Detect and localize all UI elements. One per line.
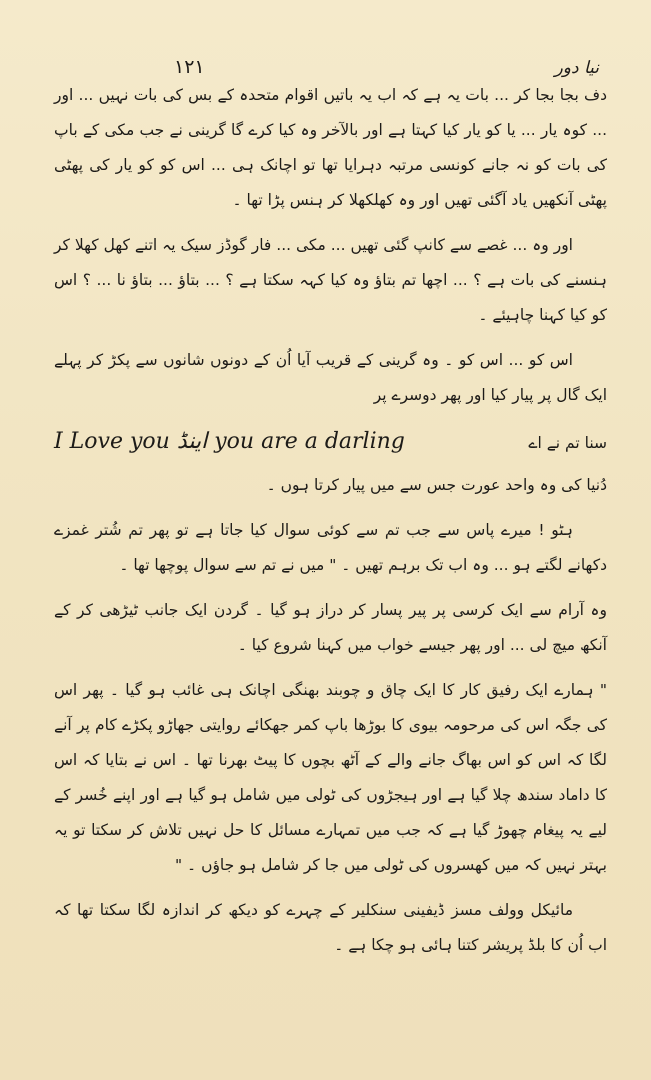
- paragraph-2: اور وہ ... غصے سے کانپ گئی تھیں ... مکی ... فار گوڈز سیک یہ اتنے کھل کھلا کر ہنسنے کی بات ہے ؟ ... اچھا تم بتاؤ وہ کیا کہہ سکتا ہے ؟ ... بتاؤ ... بتاؤ نا ... ؟ اس کو کیا کہنا چاہیئے ۔: [54, 236, 607, 324]
- paragraph-6: وہ آرام سے ایک کرسی پر پیر پسار کر دراز ہو گیا ۔ گردن ایک جانب ٹیڑھی کر کے آنکھ میچ لی ... اور پھر جیسے خواب میں کہنا شروع کیا ۔: [54, 601, 607, 654]
- paragraph-7: " ہمارے ایک رفیق کار کا ایک چاق و چوبند بھنگی اچانک ہی غائب ہو گیا ۔ پھر اس کی جگہ اس کی مرحومہ بیوی کا بوڑھا باپ کمر جھکائے روایتی جھاڑو پکڑے کام پر آنے لگا کہ اس کو اس بھاگ جانے والے کے آٹھ بچوں کا پیٹ بھرنا تھا ۔ اس نے بتایا کہ اس کا داماد سندھ چلا گیا ہے اور ہیجڑوں کی ٹولی میں شامل ہو گیا ہے اور اپنے خُسر کے لیے یہ پیغام چھوڑ گیا ہے کہ جب میں تمہارے مسائل کا حل نہیں تلاش کر سکتا تو یہ بہتر نہیں کہ میں کھسروں کی ٹولی میں جا کر شامل ہو جاؤں ۔ ": [54, 681, 607, 874]
- paragraph-8: مائیکل وولف مسز ڈیفینی سنکلیر کے چہرے کو دیکھ کر اندازہ لگا سکتا تھا کہ اب اُن کا بلڈ پریشر کتنا ہائی ہو چکا ہے ۔: [54, 901, 607, 954]
- magazine-name: نیا دور: [554, 58, 599, 78]
- page-number: ۱۲۱: [174, 56, 205, 78]
- paragraph-3: اس کو ... اس کو ۔ وہ گرینی کے قریب آیا اُن کے دونوں شانوں سے پکڑ کر پہلے ایک گال پر پیار کیا اور پھر دوسرے پر: [54, 351, 607, 404]
- english-line-urdu-tail: سنا تم نے اے: [528, 434, 607, 452]
- body-text: [54, 78, 607, 963]
- paragraph-1: دف بجا بجا کر ... بات یہ ہے کہ اب یہ باتیں اقوام متحدہ کے بس کی بات نہیں ... اور ... کوہ یار ... یا کو یار کیا کہتا ہے اور بالآخر وہ کیا کرے گا گرینی نے جب مکی کے باپ کی بات کو نہ جانے کونسی مرتبہ دہرایا تھا تو اچانک ہی ... اس کو کو یار کی پھٹی پھٹی آنکھیں یاد آگئی تھیں اور وہ کھلکھلا کر ہنس پڑا تھا ۔: [54, 86, 607, 209]
- page-header: [54, 28, 607, 78]
- paragraph-4: دُنیا کی وہ واحد عورت جس سے میں پیار کرتا ہوں ۔: [266, 476, 607, 494]
- paragraph-5: ہٹو ! میرے پاس سے جب تم سے کوئی سوال کیا جاتا ہے تو پھر تم شُتر غمزے دکھانے لگتے ہو ... وہ اب تک برہم تھیں ۔ " میں نے تم سے سوال پوچھا تھا ۔: [54, 521, 607, 574]
- english-handwritten-line: [54, 423, 607, 462]
- english-text: I Love you اینڈ you are a darling: [54, 429, 405, 454]
